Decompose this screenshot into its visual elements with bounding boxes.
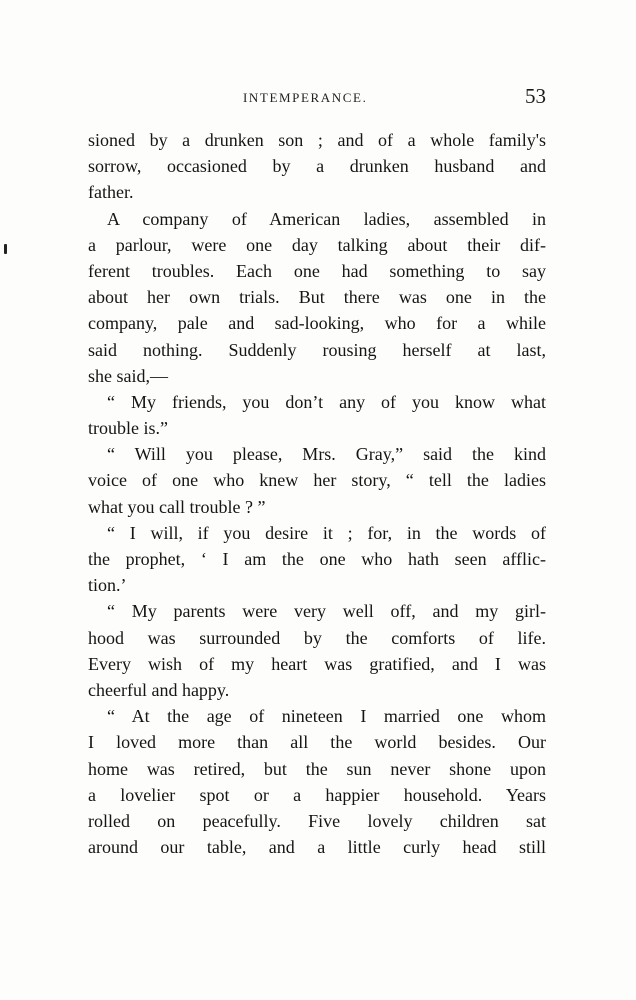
text-line: trouble is.” [88,418,168,439]
text-line: around our table, and a little curly head still [88,837,546,858]
text-line: she said,— [88,365,168,386]
text-line: “ My parents were very well off, and my girl- [107,601,546,622]
text-line: a lovelier spot or a happier household. Years [88,784,546,805]
text-line: ferent troubles. Each one had something to say [88,260,546,281]
running-head [88,84,546,112]
text-line: about her own trials. But there was one in the [88,287,546,308]
text-line: sioned by a drunken son ; and of a whole family's [88,130,546,150]
body-text [88,127,546,860]
text-line: sorrow, occasioned by a drunken husband and [88,156,546,177]
text-line: cheerful and happy. [88,679,230,700]
margin-ink-mark [4,244,7,254]
page-number: 53 [525,84,546,108]
text-line: Every wish of my heart was gratified, and I was [88,653,546,674]
text-line: voice of one who knew her story, “ tell the ladies [88,470,546,491]
text-line: what you call trouble ? ” [88,496,266,517]
text-line: a parlour, were one day talking about their dif- [88,234,546,255]
text-line: “ I will, if you desire it ; for, in the words of [107,522,546,543]
text-line: the prophet, ‘ I am the one who hath seen afflic- [88,549,546,569]
text-line: rolled on peacefully. Five lovely children sat [88,810,546,831]
text-line: tion.’ [88,575,127,596]
text-line: company, pale and sad-looking, who for a while [88,313,546,334]
text-line: hood was surrounded by the comforts of life. [88,627,546,648]
text-line: “ At the age of nineteen I married one whom [107,706,546,727]
text-line: said nothing. Suddenly rousing herself at last, [88,339,546,360]
text-line: I loved more than all the world besides. Our [88,732,546,753]
text-line: home was retired, but the sun never shone upon [88,758,546,779]
text-line: “ Will you please, Mrs. Gray,” said the kind [107,444,546,465]
text-line: “ My friends, you don’t any of you know what [107,391,546,412]
text-line: A company of American ladies, assembled in [107,208,546,229]
text-line: father. [88,182,134,203]
running-head-title: INTEMPERANCE. [243,90,368,105]
